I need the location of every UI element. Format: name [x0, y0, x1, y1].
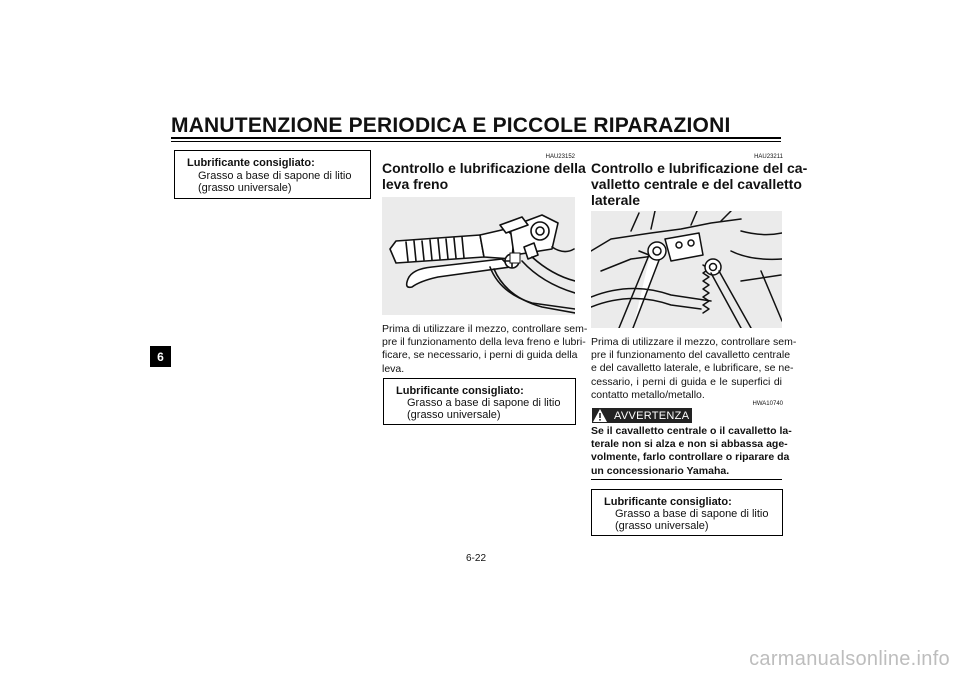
header-rule — [171, 137, 781, 139]
body-text-stand — [591, 336, 797, 402]
lubricant-line-2: (grasso universale) — [615, 520, 709, 532]
page-title: MANUTENZIONE PERIODICA E PICCOLE RIPARAZIONI — [171, 114, 731, 137]
body-line: leva. — [382, 362, 405, 375]
body-line: contatto metallo/metallo. — [591, 388, 705, 401]
warning-rule — [591, 479, 782, 480]
lubricant-line-1: Grasso a base di sapone di litio — [198, 170, 352, 182]
warning-text — [591, 425, 792, 478]
stand-drawing — [591, 211, 782, 328]
lubricant-line-2: (grasso universale) — [407, 409, 501, 421]
heading-line: laterale — [591, 192, 641, 208]
brake-lever-illustration — [382, 197, 575, 315]
body-text-brake — [382, 323, 588, 376]
body-line: cessario, i perni di guida e le superfici di — [591, 375, 782, 388]
brake-lever-drawing — [382, 197, 575, 315]
section-heading-stand — [591, 160, 808, 208]
lubricant-title: Lubrificante consigliato: — [396, 385, 524, 397]
warning-badge — [592, 408, 692, 423]
body-line: ficare, se necessario, i perni di guida della — [382, 349, 578, 362]
warning-line: Se il cavalletto centrale o il cavalletto la- — [591, 425, 792, 437]
section-code-brake: HAU23152 — [545, 154, 575, 160]
body-line: Prima di utilizzare il mezzo, controllare sem- — [591, 336, 797, 348]
lubricant-box-middle — [383, 378, 576, 425]
section-code-stand: HAU23211 — [754, 154, 783, 160]
watermark: carmanualsonline.info — [749, 648, 950, 670]
heading-line: valletto centrale e del cavalletto — [591, 176, 802, 192]
chapter-tab: 6 — [150, 346, 171, 367]
heading-line: Controllo e lubrificazione della — [382, 160, 586, 176]
lubricant-line-2: (grasso universale) — [198, 182, 292, 194]
body-line: pre il funzionamento della leva freno e lubri- — [382, 336, 586, 349]
lubricant-title: Lubrificante consigliato: — [604, 496, 732, 508]
page-number: 6-22 — [466, 553, 487, 564]
header-rule-thin — [171, 141, 781, 142]
lubricant-box-left — [174, 150, 371, 199]
lubricant-box-right — [591, 489, 783, 536]
warning-line: un concessionario Yamaha. — [591, 464, 730, 477]
warning-label: AVVERTENZA — [614, 409, 690, 422]
body-line: pre il funzionamento del cavalletto centrale — [591, 349, 791, 362]
heading-line: leva freno — [382, 176, 449, 192]
body-line: e del cavalletto laterale, e lubrificare, se ne- — [591, 362, 794, 375]
lubricant-line-1: Grasso a base di sapone di litio — [407, 397, 561, 409]
body-line: Prima di utilizzare il mezzo, controllare sem- — [382, 323, 588, 335]
section-heading-brake — [382, 160, 586, 192]
stand-illustration — [591, 211, 782, 328]
warning-icon — [592, 408, 608, 423]
lubricant-title: Lubrificante consigliato: — [187, 157, 315, 169]
warning-line: volmente, farlo controllare o riparare da — [591, 451, 790, 464]
lubricant-line-1: Grasso a base di sapone di litio — [615, 508, 769, 520]
warning-line: terale non si alza e non si abbassa age- — [591, 438, 788, 451]
warning-code: HWA10740 — [752, 401, 783, 407]
heading-line: Controllo e lubrificazione del ca- — [591, 160, 808, 176]
